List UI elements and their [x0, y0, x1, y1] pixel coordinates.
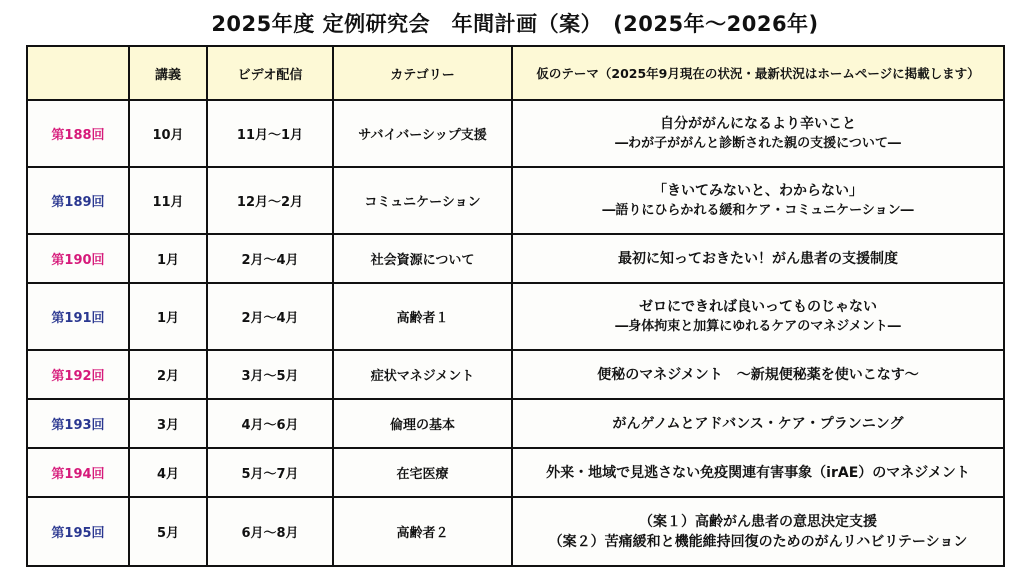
theme-main: （案１）高齢がん患者の意思決定支援 — [639, 513, 877, 530]
category: 症状マネジメント — [333, 350, 512, 399]
table-row — [27, 167, 1004, 234]
schedule-table — [26, 45, 1005, 567]
theme-cell — [512, 497, 1004, 566]
theme-main: 「きいてみないと、わからない」 — [653, 182, 863, 199]
category: 在宅医療 — [333, 448, 512, 497]
table-row — [27, 497, 1004, 566]
theme-cell — [512, 283, 1004, 350]
session-number: 第192回 — [27, 350, 129, 399]
lecture-month: 4月 — [129, 448, 207, 497]
table-row — [27, 350, 1004, 399]
video-period: 11月～1月 — [207, 100, 333, 167]
session-number: 第193回 — [27, 399, 129, 448]
table-header-row — [27, 46, 1004, 100]
theme-sub: （案２）苦痛緩和と機能維持回復のためのがんリハビリテーション — [548, 533, 968, 550]
header-category: カテゴリー — [333, 46, 512, 100]
video-period: 3月～5月 — [207, 350, 333, 399]
video-period: 12月～2月 — [207, 167, 333, 234]
theme-main: がんゲノムとアドバンス・ケア・プランニング — [612, 415, 904, 432]
lecture-month: 11月 — [129, 167, 207, 234]
video-period: 5月～7月 — [207, 448, 333, 497]
theme-cell — [512, 399, 1004, 448]
lecture-month: 3月 — [129, 399, 207, 448]
theme-sub: ―わが子ががんと診断された親の支援について― — [615, 135, 901, 151]
table-row — [27, 448, 1004, 497]
header-theme: 仮のテーマ（2025年9月現在の状況・最新状況はホームページに掲載します） — [512, 46, 1004, 100]
lecture-month: 1月 — [129, 234, 207, 283]
session-number: 第195回 — [27, 497, 129, 566]
theme-main: 最初に知っておきたい！がん患者の支援制度 — [618, 250, 898, 267]
theme-main: 外来・地域で見逃さない免疫関連有害事象（irAE）のマネジメント — [546, 464, 970, 481]
lecture-month: 1月 — [129, 283, 207, 350]
lecture-month: 5月 — [129, 497, 207, 566]
category: 高齢者２ — [333, 497, 512, 566]
theme-cell — [512, 167, 1004, 234]
category: コミュニケーション — [333, 167, 512, 234]
theme-cell — [512, 448, 1004, 497]
video-period: 2月～4月 — [207, 234, 333, 283]
theme-cell — [512, 100, 1004, 167]
header-number — [27, 46, 129, 100]
category: サバイバーシップ支援 — [333, 100, 512, 167]
theme-main: 自分ががんになるより辛いこと — [660, 115, 856, 132]
session-number: 第190回 — [27, 234, 129, 283]
lecture-month: 10月 — [129, 100, 207, 167]
session-number: 第194回 — [27, 448, 129, 497]
page-title: 2025年度 定例研究会 年間計画（案） (2025年～2026年) — [211, 12, 819, 36]
table-row — [27, 100, 1004, 167]
theme-cell — [512, 350, 1004, 399]
category: 高齢者１ — [333, 283, 512, 350]
category: 倫理の基本 — [333, 399, 512, 448]
category: 社会資源について — [333, 234, 512, 283]
header-video: ビデオ配信 — [207, 46, 333, 100]
session-number: 第189回 — [27, 167, 129, 234]
header-lecture: 講義 — [129, 46, 207, 100]
video-period: 6月～8月 — [207, 497, 333, 566]
theme-main: ゼロにできれば良いってものじゃない — [639, 298, 877, 315]
theme-sub: ―身体拘束と加算にゆれるケアのマネジメント― — [615, 318, 901, 334]
theme-main: 便秘のマネジメント ～新規便秘薬を使いこなす～ — [597, 366, 919, 383]
lecture-month: 2月 — [129, 350, 207, 399]
table-row — [27, 399, 1004, 448]
session-number: 第191回 — [27, 283, 129, 350]
session-number: 第188回 — [27, 100, 129, 167]
theme-cell — [512, 234, 1004, 283]
table-row — [27, 283, 1004, 350]
theme-sub: ―語りにひらかれる緩和ケア・コミュニケーション― — [602, 202, 914, 218]
video-period: 2月～4月 — [207, 283, 333, 350]
video-period: 4月～6月 — [207, 399, 333, 448]
table-row — [27, 234, 1004, 283]
